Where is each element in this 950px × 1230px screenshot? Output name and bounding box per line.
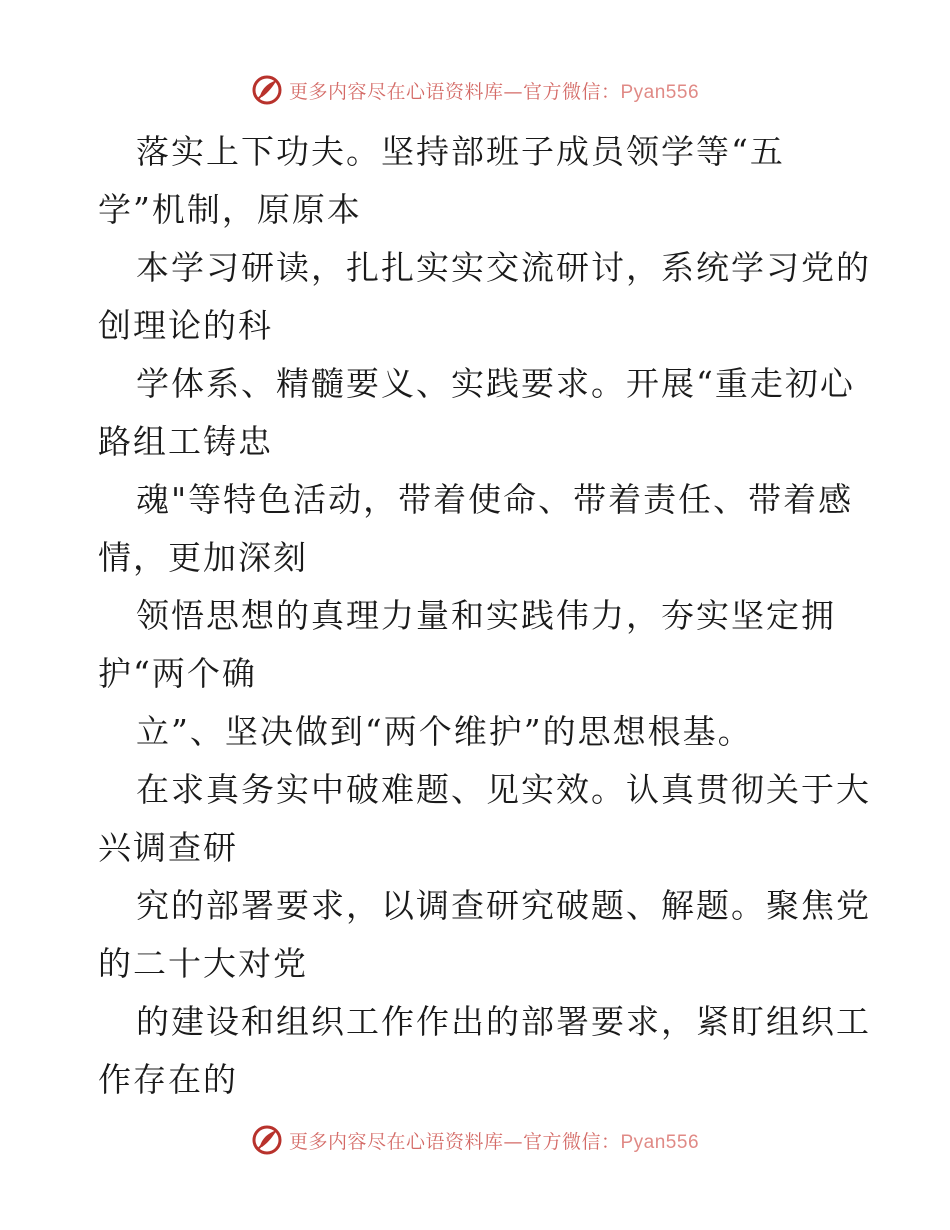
banner-slogan: 更多内容尽在心语资料库—官方微信： bbox=[288, 1130, 621, 1153]
text-line: 的二十大对党 bbox=[98, 944, 308, 983]
text-line: 学体系、精髓要义、实践要求。开展“重走初心 bbox=[136, 364, 855, 403]
text-line: 创理论的科 bbox=[98, 306, 273, 345]
text-line: 在求真务实中破难题、见实效。认真贯彻关于大 bbox=[136, 770, 871, 809]
brand-logo-icon bbox=[251, 1124, 283, 1156]
banner-inner bbox=[251, 1124, 699, 1156]
banner-wechat-id: Pyan556 bbox=[620, 81, 700, 103]
text-line: 究的部署要求，以调查研究破题、解题。聚焦党 bbox=[136, 886, 871, 925]
text-line: 领悟思想的真理力量和实践伟力，夯实坚定拥 bbox=[136, 596, 836, 635]
brand-logo-icon bbox=[251, 74, 283, 106]
banner-text bbox=[289, 77, 699, 104]
banner-text bbox=[289, 1127, 699, 1154]
text-line: 本学习研读，扎扎实实交流研讨，系统学习党的 bbox=[136, 248, 871, 287]
text-line: 作存在的 bbox=[98, 1060, 238, 1099]
banner-wechat-id: Pyan556 bbox=[620, 1131, 700, 1153]
text-line: 落实上下功夫。坚持部班子成员领学等“五 bbox=[136, 132, 785, 171]
text-line: 学”机制，原原本 bbox=[98, 190, 362, 229]
banner-inner bbox=[251, 74, 699, 106]
text-line: 兴调查研 bbox=[98, 828, 238, 867]
text-line: 魂"等特色活动，带着使命、带着责任、带着感 bbox=[136, 480, 854, 519]
text-line: 护“两个确 bbox=[98, 654, 257, 693]
text-line: 路组工铸忠 bbox=[98, 422, 273, 461]
footer-watermark-banner bbox=[0, 1120, 950, 1160]
header-watermark-banner bbox=[0, 70, 950, 110]
text-line: 情，更加深刻 bbox=[98, 538, 308, 577]
document-body bbox=[98, 123, 871, 1109]
banner-slogan: 更多内容尽在心语资料库—官方微信： bbox=[288, 80, 621, 103]
text-line: 立”、坚决做到“两个维护”的思想根基。 bbox=[136, 712, 753, 751]
text-line: 的建设和组织工作作出的部署要求，紧盯组织工 bbox=[136, 1002, 871, 1041]
